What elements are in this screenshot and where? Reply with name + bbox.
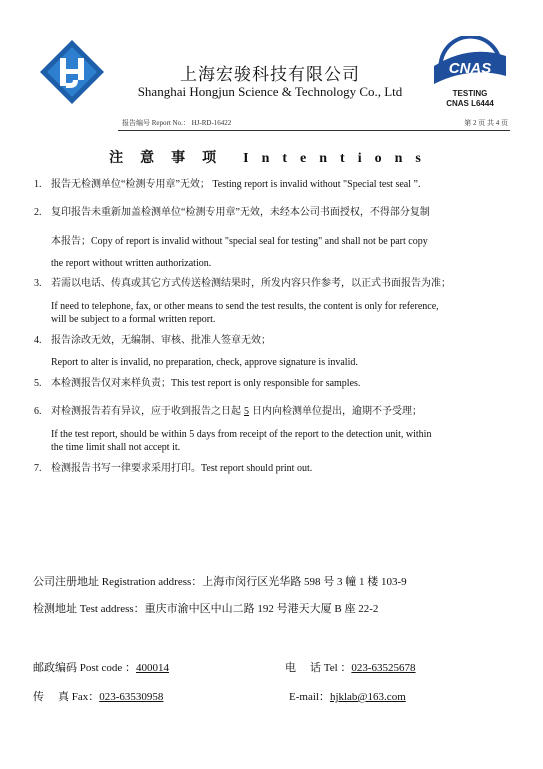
- item-text: [51, 405, 531, 418]
- item-number: 1.: [34, 179, 42, 190]
- item-text: 本报告；Copy of report is invalid without "special seal for testing" and shall not be part copy: [51, 236, 428, 247]
- telephone: [285, 661, 416, 675]
- cnas-accreditation: [436, 89, 504, 109]
- item-text: 复印报告未重新加盖检测单位“检测专用章”无效，未经本公司书面授权，不得部分复制: [51, 207, 430, 218]
- fax-value: 023-63530958: [99, 691, 164, 703]
- item-text: If need to telephone, fax, or other means to send the test results, the content is only for reference,: [51, 301, 439, 312]
- email-label: E-mail：: [289, 691, 330, 703]
- item-text: 报告无检测单位“检测专用章”无效； Testing report is invalid without "Special test seal ”.: [51, 179, 421, 190]
- fax-label-a: 传: [33, 691, 58, 703]
- page-number: 第 2 页 共 4 页: [464, 119, 508, 127]
- tel-value: 023-63525678: [351, 662, 416, 674]
- item-number: 6.: [34, 406, 42, 417]
- postcode: [33, 661, 169, 675]
- header-divider: [118, 130, 510, 131]
- fax-label-b: 真 Fax：: [58, 691, 100, 703]
- item-text: will be subject to a formal written report.: [51, 314, 216, 325]
- email-link[interactable]: hjklab@163.com: [329, 691, 406, 703]
- cnas-logo-text: CNAS: [448, 60, 492, 77]
- item-text-post: 日内向检测单位提出，逾期不予受理；: [252, 406, 422, 417]
- fax: [33, 690, 163, 704]
- item-number: 2.: [34, 207, 42, 218]
- item-text: 检测报告书写一律要求采用打印。Test report should print out.: [51, 463, 313, 474]
- cnas-testing-label: TESTING: [452, 89, 488, 98]
- item-text-pre: 对检测报告若有异议，应于收到报告之日起: [51, 406, 241, 417]
- title-en: Intentions: [243, 151, 434, 166]
- company-name-cn: 上海宏骏科技有限公司: [180, 65, 360, 84]
- postcode-value: 400014: [135, 662, 169, 674]
- item-text: 报告涂改无效，无编制、审核、批准人签章无效；: [51, 335, 271, 346]
- postcode-label: 邮政编码 Post code ：: [33, 662, 136, 674]
- cnas-code: CNAS L6444: [446, 99, 494, 108]
- item-number: 5.: [34, 378, 42, 389]
- objection-days: 5: [244, 406, 249, 417]
- title-cn: 注意事项: [109, 151, 234, 166]
- report-number: 报告编号 Report No.： HJ-RD-16422: [122, 119, 232, 127]
- test-address: 检测地址 Test address：重庆市渝中区中山二路 192 号港天大厦 B 座 22-2: [33, 603, 379, 615]
- tel-label-a: 电: [285, 662, 310, 674]
- item-text: If the test report, should be within 5 days from receipt of the report to the detection unit, within: [51, 429, 432, 440]
- item-text: 本检测报告仅对来样负责；This test report is only responsible for samples.: [51, 378, 361, 389]
- item-text: the time limit shall not accept it.: [51, 442, 181, 453]
- item-text: 若需以电话、传真或其它方式传送检测结果时，所发内容只作参考，以正式书面报告为准；: [51, 278, 451, 289]
- tel-label-b: 话 Tel ：: [310, 662, 352, 674]
- email: [289, 690, 406, 704]
- item-text: Report to alter is invalid, no preparation, check, approve signature is invalid.: [51, 357, 358, 368]
- page-title: [0, 147, 543, 167]
- item-text: the report without written authorization.: [51, 258, 212, 269]
- registration-address: 公司注册地址 Registration address：上海市闵行区光华路 598 号 3 幢 1 楼 103-9: [33, 576, 407, 588]
- company-name-en: Shanghai Hongjun Science & Technology Co., Ltd: [137, 84, 403, 99]
- company-logo-icon: [38, 38, 106, 106]
- item-number: 7.: [34, 463, 42, 474]
- item-number: 3.: [34, 278, 42, 289]
- item-number: 4.: [34, 335, 42, 346]
